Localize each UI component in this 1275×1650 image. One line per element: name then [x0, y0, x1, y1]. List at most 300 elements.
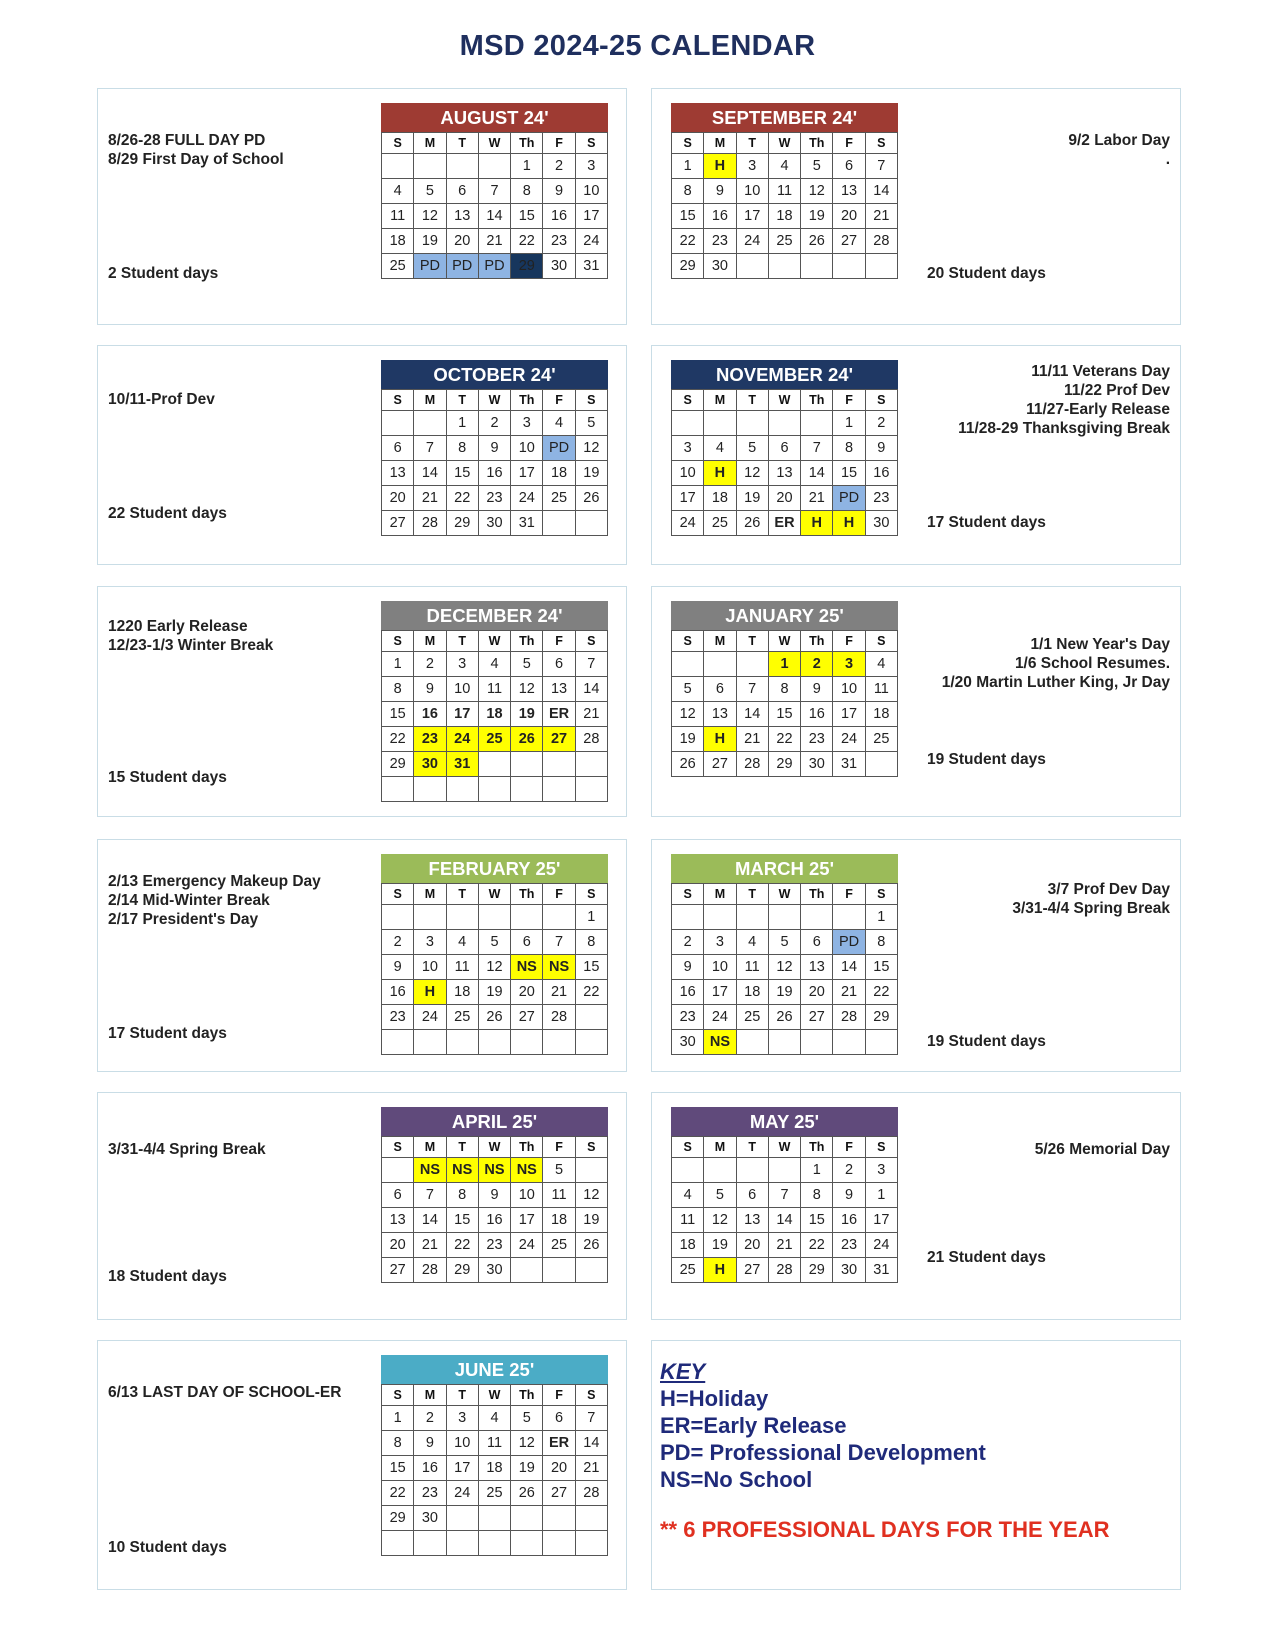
calendar-grid	[671, 1136, 898, 1283]
calendar-day-cell	[382, 411, 414, 436]
calendar-week-row	[382, 727, 608, 752]
calendar-week-row	[382, 980, 608, 1005]
calendar-day-cell: 20	[801, 980, 833, 1005]
calendar-day-cell: 6	[511, 930, 543, 955]
calendar-day-cell: 5	[801, 154, 833, 179]
calendar-day-cell: 18	[446, 980, 478, 1005]
calendar-day-cell	[478, 905, 510, 930]
weekday-label: T	[446, 133, 478, 154]
calendar-day-cell	[478, 1531, 510, 1556]
calendar-day-cell: 18	[768, 204, 800, 229]
weekday-label: T	[736, 133, 768, 154]
note-line: 11/11 Veterans Day	[1031, 363, 1170, 380]
calendar-day-cell: 21	[575, 702, 607, 727]
calendar-day-cell: 11	[478, 677, 510, 702]
calendar-day-cell	[672, 411, 704, 436]
calendar-day-cell	[446, 1531, 478, 1556]
calendar-day-cell: 19	[736, 486, 768, 511]
calendar-december	[381, 601, 608, 802]
calendar-day-cell: 14	[736, 702, 768, 727]
note-line: 1/1 New Year's Day	[1030, 636, 1170, 653]
calendar-day-cell	[833, 905, 865, 930]
calendar-day-cell: 3	[736, 154, 768, 179]
calendar-day-cell: 5	[575, 411, 607, 436]
calendar-day-cell: 3	[446, 1406, 478, 1431]
weekday-label: F	[833, 631, 865, 652]
calendar-day-cell: 8	[801, 1183, 833, 1208]
calendar-day-cell: 3	[833, 652, 865, 677]
calendar-grid	[381, 1136, 608, 1283]
calendar-day-cell: 21	[736, 727, 768, 752]
calendar-day-cell	[768, 1158, 800, 1183]
calendar-day-cell: 12	[672, 702, 704, 727]
calendar-day-cell: 29	[768, 752, 800, 777]
calendar-day-cell: H	[414, 980, 446, 1005]
calendar-day-cell: 7	[414, 1183, 446, 1208]
calendar-day-cell: 12	[704, 1208, 736, 1233]
calendar-day-cell: 31	[446, 752, 478, 777]
calendar-day-cell	[511, 777, 543, 802]
calendar-day-cell: 9	[478, 1183, 510, 1208]
weekday-label: S	[382, 631, 414, 652]
student-days: 10 Student days	[108, 1539, 227, 1556]
note-line: 2/14 Mid-Winter Break	[108, 892, 270, 909]
weekday-label: T	[736, 1137, 768, 1158]
calendar-day-cell: 14	[865, 179, 897, 204]
weekday-header-row	[382, 1385, 608, 1406]
calendar-week-row	[382, 1456, 608, 1481]
calendar-day-cell: 11	[865, 677, 897, 702]
calendar-week-row	[382, 436, 608, 461]
calendar-day-cell	[736, 254, 768, 279]
weekday-label: Th	[801, 1137, 833, 1158]
calendar-day-cell: 27	[382, 511, 414, 536]
calendar-day-cell: 26	[511, 1481, 543, 1506]
calendar-day-cell: 20	[446, 229, 478, 254]
calendar-day-cell: PD	[478, 254, 510, 279]
note-line: 5/26 Memorial Day	[1034, 1141, 1170, 1158]
calendar-day-cell: 13	[833, 179, 865, 204]
key-no-school: NS=No School	[660, 1467, 813, 1492]
calendar-day-cell: 19	[801, 204, 833, 229]
month-notes	[880, 635, 1170, 692]
calendar-day-cell: 10	[511, 436, 543, 461]
calendar-day-cell: 12	[414, 204, 446, 229]
calendar-day-cell	[414, 1531, 446, 1556]
calendar-day-cell	[511, 752, 543, 777]
calendar-week-row	[672, 677, 898, 702]
calendar-week-row	[382, 154, 608, 179]
note-line: 3/7 Prof Dev Day	[1047, 881, 1170, 898]
calendar-day-cell: 15	[575, 955, 607, 980]
calendar-day-cell: 19	[672, 727, 704, 752]
weekday-header-row	[672, 133, 898, 154]
calendar-day-cell: 12	[511, 1431, 543, 1456]
calendar-day-cell: 21	[833, 980, 865, 1005]
calendar-day-cell: 6	[801, 930, 833, 955]
calendar-day-cell: 3	[414, 930, 446, 955]
calendar-day-cell: 30	[704, 254, 736, 279]
calendar-day-cell: 4	[478, 1406, 510, 1431]
calendar-day-cell: 13	[801, 955, 833, 980]
calendar-day-cell: 17	[511, 1208, 543, 1233]
calendar-day-cell: 24	[414, 1005, 446, 1030]
calendar-day-cell: 17	[575, 204, 607, 229]
calendar-day-cell: 13	[446, 204, 478, 229]
calendar-week-row	[382, 1531, 608, 1556]
calendar-day-cell: 19	[575, 1208, 607, 1233]
weekday-label: M	[704, 884, 736, 905]
calendar-day-cell: 28	[414, 511, 446, 536]
month-panel-march	[651, 839, 1181, 1072]
calendar-day-cell: 6	[543, 652, 575, 677]
calendar-day-cell: 14	[575, 677, 607, 702]
calendar-day-cell: 6	[736, 1183, 768, 1208]
calendar-day-cell: 7	[768, 1183, 800, 1208]
calendar-day-cell: 8	[768, 677, 800, 702]
calendar-day-cell: 19	[768, 980, 800, 1005]
calendar-day-cell: 30	[801, 752, 833, 777]
calendar-day-cell: 18	[382, 229, 414, 254]
calendar-day-cell	[446, 777, 478, 802]
calendar-day-cell	[865, 254, 897, 279]
calendar-week-row	[672, 727, 898, 752]
weekday-label: S	[575, 133, 607, 154]
calendar-day-cell: 23	[382, 1005, 414, 1030]
calendar-day-cell: 5	[672, 677, 704, 702]
calendar-day-cell: 13	[768, 461, 800, 486]
calendar-day-cell: 12	[575, 436, 607, 461]
calendar-day-cell	[865, 1030, 897, 1055]
calendar-day-cell: 11	[672, 1208, 704, 1233]
month-notes	[108, 1383, 398, 1402]
calendar-day-cell: 10	[446, 1431, 478, 1456]
month-panel-april	[97, 1092, 627, 1320]
calendar-day-cell	[672, 1158, 704, 1183]
note-line: 1/6 School Resumes.	[1014, 655, 1170, 672]
calendar-day-cell: 5	[768, 930, 800, 955]
calendar-day-cell: 10	[446, 677, 478, 702]
calendar-day-cell: 10	[511, 1183, 543, 1208]
calendar-day-cell: 5	[511, 652, 543, 677]
calendar-day-cell: 16	[543, 204, 575, 229]
calendar-day-cell: H	[801, 511, 833, 536]
calendar-day-cell	[478, 1030, 510, 1055]
calendar-day-cell	[736, 652, 768, 677]
calendar-day-cell: 28	[543, 1005, 575, 1030]
calendar-week-row	[672, 1233, 898, 1258]
weekday-label: W	[478, 390, 510, 411]
weekday-label: S	[865, 133, 897, 154]
calendar-day-cell: 7	[865, 154, 897, 179]
weekday-label: S	[865, 631, 897, 652]
calendar-day-cell: 4	[478, 652, 510, 677]
note-line: 6/13 LAST DAY OF SCHOOL-ER	[108, 1384, 342, 1401]
calendar-day-cell: 31	[833, 752, 865, 777]
weekday-label: M	[414, 390, 446, 411]
calendar-day-cell: 23	[478, 486, 510, 511]
calendar-day-cell: 28	[414, 1258, 446, 1283]
calendar-day-cell: 22	[511, 229, 543, 254]
calendar-day-cell: 15	[672, 204, 704, 229]
calendar-day-cell: H	[704, 461, 736, 486]
calendar-day-cell	[382, 1030, 414, 1055]
weekday-label: M	[704, 133, 736, 154]
calendar-week-row	[672, 411, 898, 436]
calendar-day-cell	[414, 777, 446, 802]
calendar-day-cell: 6	[768, 436, 800, 461]
calendar-day-cell: 11	[736, 955, 768, 980]
calendar-grid	[381, 389, 608, 536]
calendar-april	[381, 1107, 608, 1283]
calendar-day-cell: 20	[382, 486, 414, 511]
calendar-day-cell: 24	[833, 727, 865, 752]
calendar-day-cell: 15	[801, 1208, 833, 1233]
weekday-header-row	[382, 631, 608, 652]
calendar-day-cell: 8	[672, 179, 704, 204]
calendar-month-title: SEPTEMBER 24'	[671, 103, 898, 132]
calendar-day-cell: 17	[736, 204, 768, 229]
calendar-day-cell: 15	[833, 461, 865, 486]
calendar-day-cell: 27	[543, 727, 575, 752]
calendar-day-cell: 19	[511, 702, 543, 727]
weekday-label: S	[382, 884, 414, 905]
calendar-day-cell	[446, 905, 478, 930]
calendar-day-cell: 25	[446, 1005, 478, 1030]
calendar-day-cell: 1	[801, 1158, 833, 1183]
calendar-day-cell: 26	[768, 1005, 800, 1030]
weekday-label: S	[575, 884, 607, 905]
calendar-day-cell: 6	[543, 1406, 575, 1431]
calendar-day-cell: 21	[543, 980, 575, 1005]
weekday-label: Th	[511, 1385, 543, 1406]
calendar-day-cell: 7	[478, 179, 510, 204]
calendar-day-cell: 1	[768, 652, 800, 677]
calendar-day-cell	[575, 511, 607, 536]
weekday-label: F	[543, 631, 575, 652]
calendar-day-cell	[543, 1531, 575, 1556]
calendar-day-cell: 1	[865, 1183, 897, 1208]
weekday-header-row	[382, 884, 608, 905]
calendar-day-cell	[672, 652, 704, 677]
calendar-day-cell	[382, 905, 414, 930]
calendar-week-row	[382, 179, 608, 204]
month-notes	[880, 880, 1170, 918]
weekday-label: Th	[801, 133, 833, 154]
calendar-day-cell	[768, 1030, 800, 1055]
calendar-day-cell: 2	[478, 411, 510, 436]
calendar-day-cell: 15	[446, 461, 478, 486]
weekday-label: S	[382, 390, 414, 411]
calendar-day-cell	[478, 1506, 510, 1531]
calendar-day-cell: 13	[736, 1208, 768, 1233]
calendar-day-cell: 24	[511, 486, 543, 511]
calendar-day-cell	[382, 1531, 414, 1556]
weekday-header-row	[382, 1137, 608, 1158]
calendar-day-cell: 28	[575, 1481, 607, 1506]
calendar-week-row	[672, 1030, 898, 1055]
month-panel-august	[97, 88, 627, 325]
calendar-day-cell: 9	[382, 955, 414, 980]
calendar-day-cell: 9	[672, 955, 704, 980]
calendar-day-cell: 5	[704, 1183, 736, 1208]
calendar-day-cell: 27	[543, 1481, 575, 1506]
calendar-day-cell: 12	[801, 179, 833, 204]
weekday-label: W	[478, 1385, 510, 1406]
weekday-label: S	[672, 1137, 704, 1158]
calendar-day-cell: 22	[575, 980, 607, 1005]
page-title: MSD 2024-25 CALENDAR	[459, 30, 816, 62]
calendar-week-row	[382, 702, 608, 727]
calendar-day-cell	[801, 1030, 833, 1055]
calendar-day-cell: 23	[801, 727, 833, 752]
calendar-day-cell: 28	[865, 229, 897, 254]
calendar-day-cell: 19	[478, 980, 510, 1005]
weekday-label: M	[414, 631, 446, 652]
calendar-day-cell: 8	[511, 179, 543, 204]
calendar-week-row	[672, 905, 898, 930]
calendar-day-cell: 25	[736, 1005, 768, 1030]
calendar-day-cell: PD	[833, 930, 865, 955]
weekday-label: W	[478, 884, 510, 905]
calendar-day-cell: 3	[575, 154, 607, 179]
calendar-day-cell: 21	[768, 1233, 800, 1258]
student-days: 2 Student days	[108, 265, 219, 282]
weekday-label: S	[672, 390, 704, 411]
calendar-day-cell: 22	[382, 727, 414, 752]
calendar-day-cell: 11	[382, 204, 414, 229]
weekday-label: F	[833, 1137, 865, 1158]
calendar-week-row	[672, 204, 898, 229]
calendar-month-title: MARCH 25'	[671, 854, 898, 883]
calendar-day-cell: 24	[575, 229, 607, 254]
calendar-day-cell: 12	[768, 955, 800, 980]
calendar-day-cell: 29	[801, 1258, 833, 1283]
weekday-label: T	[736, 631, 768, 652]
weekday-label: F	[833, 133, 865, 154]
note-line: 12/23-1/3 Winter Break	[108, 637, 274, 654]
calendar-day-cell: 7	[543, 930, 575, 955]
calendar-day-cell	[801, 411, 833, 436]
calendar-week-row	[382, 511, 608, 536]
calendar-day-cell: 22	[672, 229, 704, 254]
calendar-day-cell: 30	[672, 1030, 704, 1055]
calendar-day-cell: 20	[382, 1233, 414, 1258]
calendar-day-cell: 14	[414, 461, 446, 486]
key-legend	[660, 1359, 1109, 1543]
student-days: 22 Student days	[108, 505, 227, 522]
weekday-label: W	[768, 1137, 800, 1158]
weekday-label: M	[704, 631, 736, 652]
calendar-week-row	[382, 254, 608, 279]
calendar-week-row	[382, 1030, 608, 1055]
weekday-label: W	[478, 631, 510, 652]
weekday-label: M	[704, 390, 736, 411]
calendar-day-cell: 15	[511, 204, 543, 229]
calendar-day-cell	[511, 1531, 543, 1556]
calendar-day-cell: NS	[704, 1030, 736, 1055]
calendar-week-row	[382, 204, 608, 229]
calendar-day-cell	[801, 905, 833, 930]
weekday-label: Th	[801, 390, 833, 411]
calendar-day-cell: 2	[414, 652, 446, 677]
month-panel-november	[651, 345, 1181, 565]
calendar-day-cell: 4	[672, 1183, 704, 1208]
calendar-day-cell	[543, 1258, 575, 1283]
calendar-day-cell: 19	[511, 1456, 543, 1481]
calendar-day-cell	[801, 254, 833, 279]
calendar-day-cell	[511, 905, 543, 930]
calendar-day-cell: 8	[382, 677, 414, 702]
calendar-day-cell: 4	[865, 652, 897, 677]
calendar-day-cell: 18	[736, 980, 768, 1005]
calendar-day-cell: 29	[446, 511, 478, 536]
note-line: 1/20 Martin Luther King, Jr Day	[941, 674, 1170, 691]
calendar-day-cell: PD	[414, 254, 446, 279]
calendar-day-cell: 1	[672, 154, 704, 179]
calendar-day-cell: 7	[575, 652, 607, 677]
calendar-day-cell: 6	[833, 154, 865, 179]
month-notes	[108, 390, 398, 409]
calendar-day-cell: 16	[478, 461, 510, 486]
calendar-day-cell	[833, 254, 865, 279]
calendar-day-cell: 27	[704, 752, 736, 777]
weekday-label: T	[446, 884, 478, 905]
calendar-day-cell	[382, 154, 414, 179]
calendar-day-cell: 9	[801, 677, 833, 702]
calendar-day-cell: 25	[543, 486, 575, 511]
calendar-day-cell	[414, 905, 446, 930]
calendar-week-row	[382, 652, 608, 677]
calendar-day-cell: 24	[704, 1005, 736, 1030]
key-holiday: H=Holiday	[660, 1386, 769, 1411]
calendar-day-cell: 20	[543, 1456, 575, 1481]
calendar-day-cell: 7	[801, 436, 833, 461]
weekday-header-row	[672, 631, 898, 652]
calendar-week-row	[382, 1406, 608, 1431]
calendar-day-cell: 9	[865, 436, 897, 461]
calendar-day-cell	[543, 511, 575, 536]
weekday-label: S	[382, 1385, 414, 1406]
calendar-week-row	[672, 980, 898, 1005]
calendar-day-cell: 23	[414, 1481, 446, 1506]
calendar-day-cell: 3	[865, 1158, 897, 1183]
month-panel-december	[97, 586, 627, 817]
student-days: 20 Student days	[927, 265, 1046, 282]
weekday-label: S	[382, 1137, 414, 1158]
calendar-day-cell: 1	[833, 411, 865, 436]
month-notes	[108, 131, 398, 169]
weekday-label: S	[672, 631, 704, 652]
calendar-day-cell: 30	[414, 1506, 446, 1531]
calendar-day-cell: 30	[478, 1258, 510, 1283]
calendar-may	[671, 1107, 898, 1283]
calendar-day-cell: 8	[575, 930, 607, 955]
weekday-label: S	[575, 1385, 607, 1406]
calendar-day-cell	[704, 411, 736, 436]
weekday-label: S	[865, 390, 897, 411]
calendar-day-cell: 9	[543, 179, 575, 204]
calendar-day-cell: 13	[704, 702, 736, 727]
calendar-day-cell: 20	[736, 1233, 768, 1258]
calendar-day-cell: 26	[575, 486, 607, 511]
calendar-grid	[381, 1384, 608, 1556]
calendar-day-cell: 26	[736, 511, 768, 536]
student-days: 17 Student days	[108, 1025, 227, 1042]
calendar-day-cell: 29	[446, 1258, 478, 1283]
calendar-day-cell: 15	[768, 702, 800, 727]
calendar-day-cell: 2	[672, 930, 704, 955]
